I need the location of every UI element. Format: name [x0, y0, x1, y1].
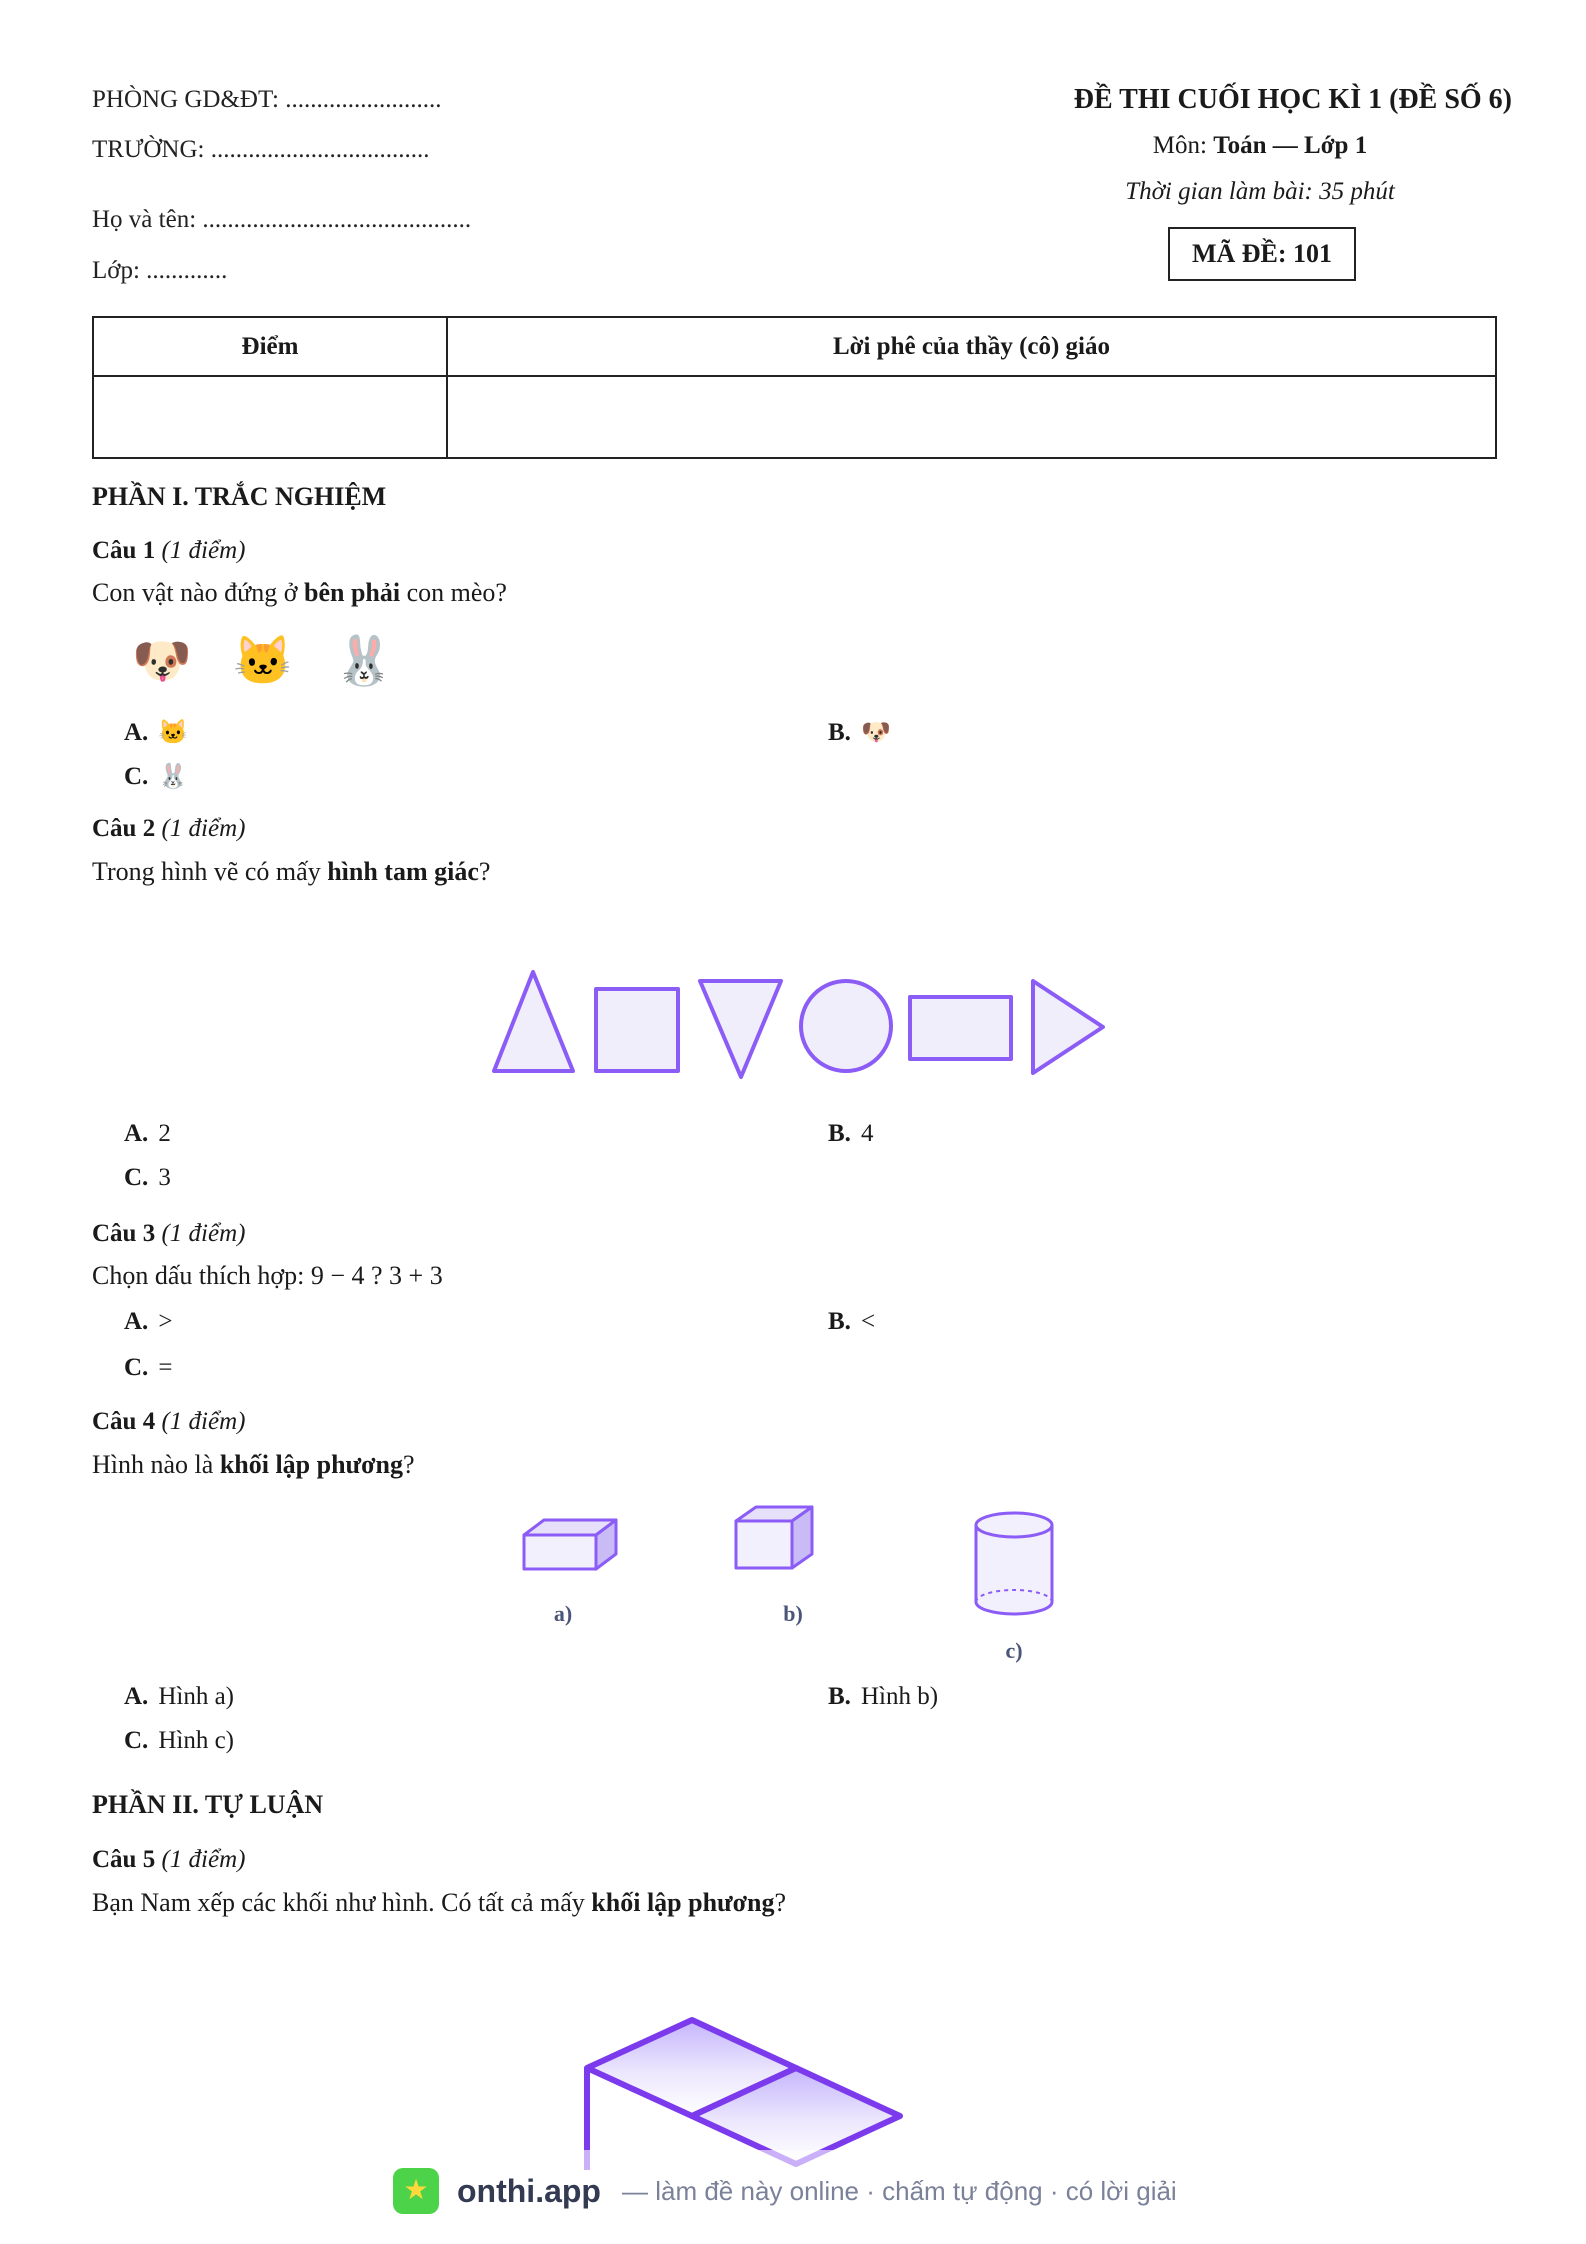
triangle-down-shape	[700, 981, 781, 1077]
phong-gd-line: PHÒNG GD&ĐT: .........................	[92, 86, 442, 113]
comment-cell[interactable]	[447, 376, 1496, 458]
q4-option-b-letter: B.	[828, 1683, 851, 1710]
q4-option-a[interactable]	[124, 1683, 234, 1711]
score-cell[interactable]	[93, 376, 447, 458]
q3-option-c-letter: C.	[124, 1354, 149, 1381]
q2-option-c-letter: C.	[124, 1164, 149, 1191]
brand-tagline: — làm đề này online · chấm tự động · có lời giải	[622, 2176, 1177, 2206]
q2-option-a-letter: A.	[124, 1120, 149, 1147]
q3-text-a: Chọn dấu thích hợp:	[92, 1261, 311, 1290]
q2-text-c: ?	[478, 857, 491, 886]
q3-header	[92, 1220, 245, 1248]
score-header: Điểm	[93, 317, 447, 376]
lop-line: Lớp: .............	[92, 257, 228, 284]
q1-option-c-letter: C.	[124, 763, 149, 790]
q4-option-a-value: Hình a)	[158, 1683, 234, 1710]
q1-label: Câu 1	[92, 537, 156, 564]
star-logo-icon[interactable]: ★	[393, 2168, 439, 2214]
subject-value: Toán — Lớp 1	[1213, 132, 1368, 159]
q4-label: Câu 4	[92, 1408, 156, 1435]
q4-text-a: Hình nào là	[92, 1450, 220, 1479]
q4-solids-figure	[500, 1495, 1100, 1670]
q3-points: (1 điểm)	[161, 1220, 246, 1247]
q5-header	[92, 1846, 245, 1874]
q1-text-b: bên phải	[304, 578, 401, 607]
q4-option-c-value: Hình c)	[158, 1727, 234, 1754]
subject-line	[1060, 132, 1460, 160]
q2-option-a-value: 2	[158, 1120, 171, 1147]
q5-text-c: ?	[774, 1888, 787, 1917]
truong-line: TRƯỜNG: ...................................	[92, 136, 430, 163]
rectangle-shape	[910, 997, 1011, 1059]
q2-text-b: hình tam giác	[327, 857, 479, 886]
q3-option-a-letter: A.	[124, 1308, 149, 1335]
q2-option-b-letter: B.	[828, 1120, 851, 1147]
cuboid-shape	[524, 1520, 616, 1569]
score-table	[92, 316, 1497, 459]
q2-label: Câu 2	[92, 815, 156, 842]
q2-points: (1 điểm)	[161, 815, 246, 842]
q3-text	[92, 1261, 443, 1291]
fig-label-a: a)	[553, 1601, 573, 1626]
exam-code-box: MÃ ĐỀ: 101	[1168, 227, 1356, 281]
q1-text-c: con mèo?	[400, 578, 507, 607]
brand-name[interactable]: onthi.app	[457, 2173, 601, 2209]
square-shape	[596, 989, 678, 1071]
subject-prefix: Môn:	[1152, 132, 1214, 159]
q2-option-a[interactable]	[124, 1120, 171, 1148]
exam-title: ĐỀ THI CUỐI HỌC KÌ 1 (ĐỀ SỐ 6)	[1073, 84, 1512, 115]
q2-header	[92, 815, 245, 843]
q3-option-b[interactable]	[828, 1308, 875, 1336]
rabbit-image: 🐰	[334, 635, 394, 688]
q3-option-a[interactable]	[124, 1308, 172, 1336]
q5-text	[92, 1888, 786, 1918]
part1-title: PHẦN I. TRẮC NGHIỆM	[92, 482, 387, 511]
triangle-right-shape	[1033, 981, 1103, 1073]
q2-option-b[interactable]	[828, 1120, 873, 1148]
q1-option-a-cat: 🐱	[158, 720, 189, 746]
q2-text-a: Trong hình vẽ có mấy	[92, 857, 328, 886]
q4-option-a-letter: A.	[124, 1683, 149, 1710]
q5-text-b: khối lập phương	[591, 1888, 775, 1917]
ho-ten-line: Họ và tên: ...........................................	[92, 206, 472, 233]
fig-label-b: b)	[783, 1601, 803, 1626]
comment-header: Lời phê của thầy (cô) giáo	[447, 317, 1496, 376]
cylinder-shape	[976, 1513, 1052, 1614]
q4-text-b: khối lập phương	[219, 1450, 404, 1479]
fig-label-c: c)	[1005, 1638, 1023, 1663]
q4-option-b-value: Hình b)	[860, 1683, 939, 1710]
q1-option-b-letter: B.	[828, 719, 851, 746]
cat-image: 🐱	[233, 635, 293, 688]
q3-expression: 9 − 4 ? 3 + 3	[310, 1261, 443, 1290]
q1-points: (1 điểm)	[161, 537, 246, 564]
q4-option-b[interactable]	[828, 1683, 938, 1711]
q1-option-b[interactable]	[828, 718, 891, 747]
part2-title: PHẦN II. TỰ LUẬN	[92, 1790, 324, 1819]
q1-option-b-dog: 🐶	[860, 720, 891, 746]
q3-label: Câu 3	[92, 1220, 156, 1247]
q1-option-a-letter: A.	[124, 719, 149, 746]
q4-header	[92, 1408, 245, 1436]
q1-option-a[interactable]	[124, 718, 188, 747]
q4-points: (1 điểm)	[161, 1408, 246, 1435]
q4-text	[92, 1450, 415, 1480]
q3-option-b-letter: B.	[828, 1308, 851, 1335]
q5-label: Câu 5	[92, 1846, 156, 1873]
q4-text-c: ?	[403, 1450, 415, 1479]
q1-option-c[interactable]	[124, 762, 188, 791]
time-line: Thời gian làm bài: 35 phút	[1125, 178, 1395, 205]
cube-shape	[736, 1507, 812, 1568]
q1-text	[92, 578, 507, 608]
triangle-up-shape	[494, 972, 573, 1071]
dog-image: 🐶	[132, 635, 192, 688]
q2-shapes-figure	[480, 955, 1120, 1090]
q5-text-a: Bạn Nam xếp các khối như hình. Có tất cả mấy	[92, 1888, 592, 1917]
q3-option-a-value: >	[158, 1308, 173, 1335]
q2-text	[92, 857, 490, 887]
circle-shape	[801, 981, 891, 1071]
q2-option-c[interactable]	[124, 1164, 171, 1192]
q2-option-c-value: 3	[158, 1164, 171, 1191]
q4-option-c-letter: C.	[124, 1727, 149, 1754]
q3-option-c-value: =	[158, 1354, 173, 1381]
q2-option-b-value: 4	[860, 1120, 874, 1147]
q3-option-c[interactable]	[124, 1354, 172, 1382]
q3-option-b-value: <	[860, 1308, 876, 1335]
q1-header	[92, 537, 245, 565]
q1-text-a: Con vật nào đứng ở	[92, 578, 304, 607]
q1-option-c-rabbit: 🐰	[158, 764, 189, 790]
q4-option-c[interactable]	[124, 1727, 234, 1755]
q5-points: (1 điểm)	[161, 1846, 246, 1873]
